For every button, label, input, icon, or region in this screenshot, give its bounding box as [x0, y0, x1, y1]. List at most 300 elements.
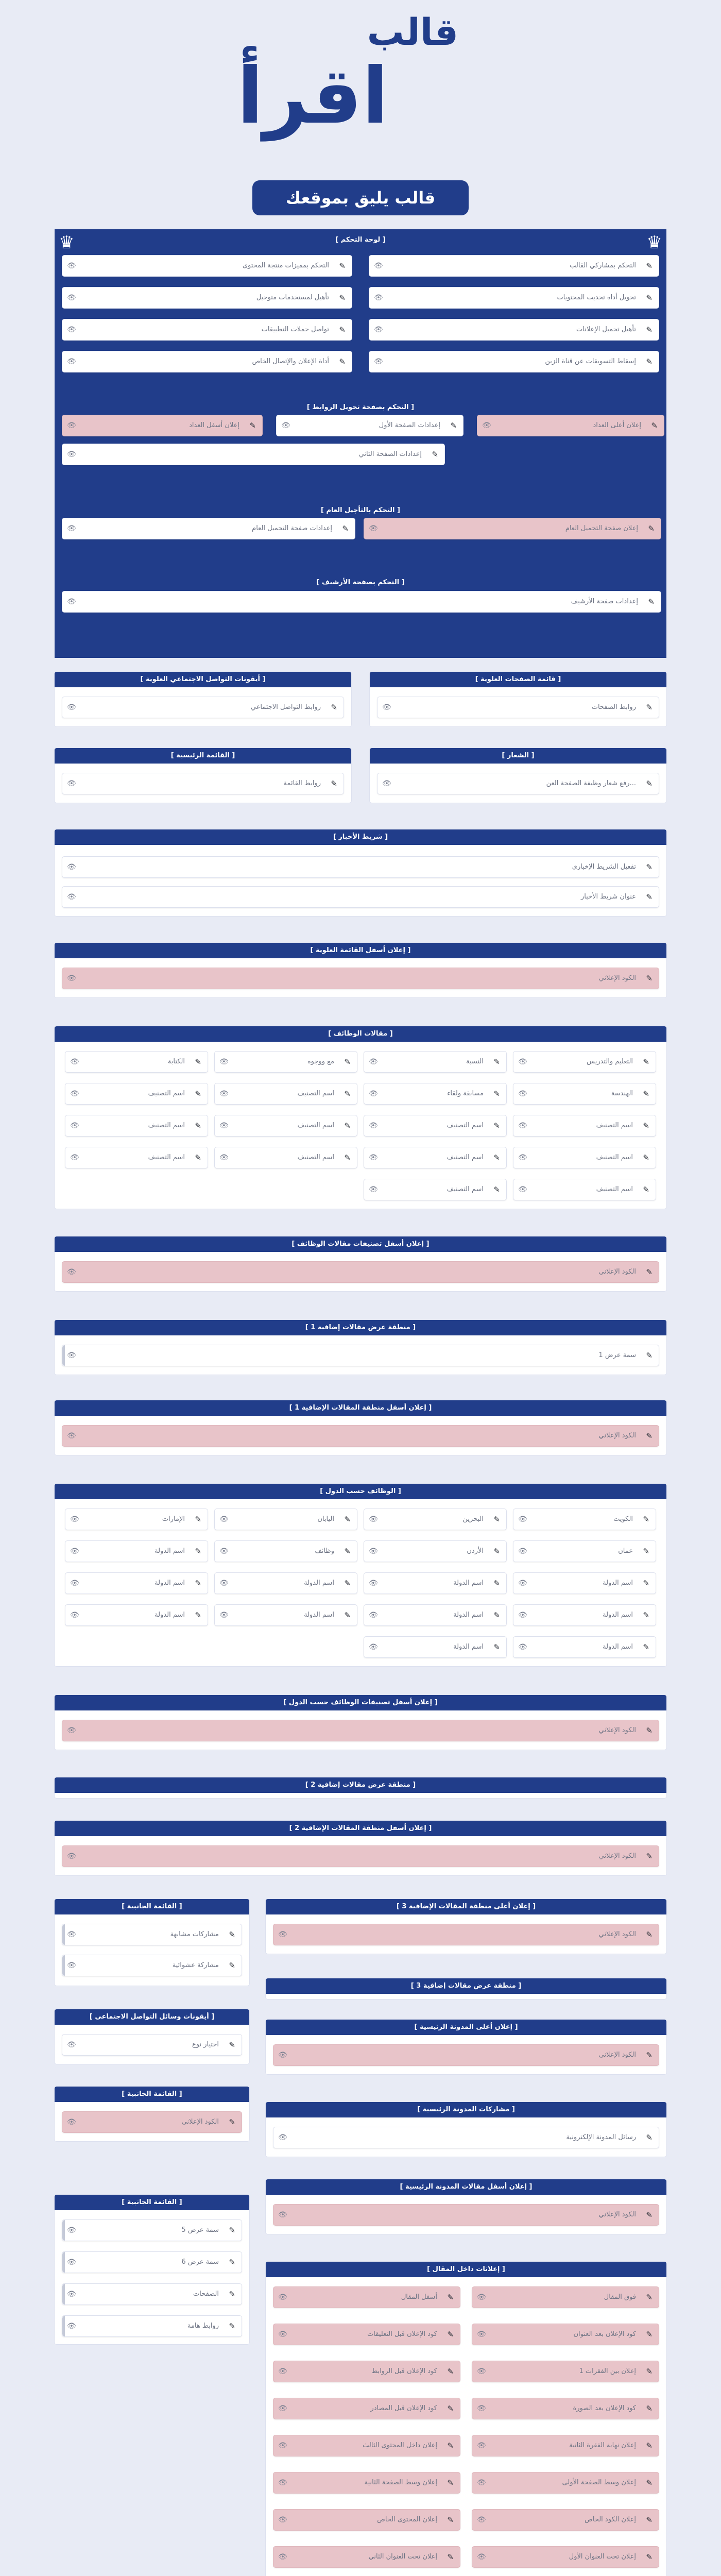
eye-icon[interactable]: 👁 [369, 1090, 378, 1098]
pencil-icon[interactable]: ✎ [195, 1057, 201, 1066]
widget-field[interactable] [513, 1572, 656, 1594]
eye-icon[interactable]: 👁 [518, 1122, 527, 1130]
eye-icon[interactable]: 👁 [67, 524, 76, 533]
pencil-icon[interactable]: ✎ [643, 1515, 649, 1524]
eye-icon[interactable]: 👁 [67, 779, 76, 788]
eye-icon[interactable]: 👁 [67, 893, 76, 901]
widget-label: اسم التصنيف [297, 1154, 334, 1161]
eye-icon[interactable]: 👁 [518, 1579, 527, 1587]
widget-field[interactable] [273, 2435, 460, 2456]
widget-field[interactable] [62, 697, 344, 718]
widget-field[interactable] [472, 2324, 659, 2345]
widget-field[interactable] [62, 2315, 242, 2337]
widget-field[interactable] [377, 697, 659, 718]
crown-icon: ♛ [59, 232, 75, 253]
pencil-icon[interactable]: ✎ [344, 1121, 351, 1130]
widget-field[interactable] [273, 2286, 460, 2308]
pencil-icon[interactable]: ✎ [229, 2117, 235, 2127]
drag-handle[interactable] [62, 2252, 65, 2273]
pencil-icon[interactable]: ✎ [646, 261, 653, 270]
eye-icon[interactable]: 👁 [477, 2293, 486, 2301]
eye-icon[interactable]: 👁 [219, 1122, 229, 1130]
widget-field[interactable] [369, 287, 659, 309]
pencil-icon[interactable]: ✎ [339, 325, 346, 334]
eye-icon[interactable]: 👁 [219, 1611, 229, 1619]
pencil-icon[interactable]: ✎ [195, 1121, 201, 1130]
eye-icon[interactable]: 👁 [67, 1852, 76, 1860]
eye-icon[interactable]: 👁 [369, 1611, 378, 1619]
eye-icon[interactable]: 👁 [477, 2330, 486, 2338]
eye-icon[interactable]: 👁 [278, 2293, 287, 2301]
widget-field[interactable] [62, 2283, 242, 2305]
pencil-icon[interactable]: ✎ [229, 1961, 235, 1970]
widget-field[interactable] [364, 1572, 507, 1594]
widget-field[interactable] [65, 1572, 208, 1594]
eye-icon[interactable]: 👁 [67, 294, 76, 302]
eye-icon[interactable]: 👁 [67, 2226, 76, 2234]
pencil-icon[interactable]: ✎ [331, 703, 337, 712]
section-title: [ مقالات الوظائف ] [55, 1026, 666, 1042]
eye-icon[interactable]: 👁 [278, 1930, 287, 1939]
widget-field[interactable] [62, 518, 355, 539]
pencil-icon[interactable]: ✎ [646, 892, 653, 902]
pencil-icon[interactable]: ✎ [646, 2478, 653, 2487]
pencil-icon[interactable]: ✎ [344, 1579, 351, 1588]
widget-section [266, 1978, 666, 1999]
pencil-icon[interactable]: ✎ [646, 703, 653, 712]
pencil-icon[interactable]: ✎ [646, 2330, 653, 2339]
widget-field[interactable] [65, 1115, 208, 1137]
widget-label: كود الإعلان قبل الروابط [371, 2367, 437, 2375]
widget-field[interactable] [364, 1509, 507, 1530]
widget-field[interactable] [62, 1845, 659, 1867]
widget-field[interactable] [364, 1147, 507, 1168]
pencil-icon[interactable]: ✎ [646, 2293, 653, 2302]
pencil-icon[interactable]: ✎ [195, 1547, 201, 1556]
pencil-icon[interactable]: ✎ [344, 1547, 351, 1556]
drag-handle[interactable] [62, 1955, 65, 1976]
widget-field[interactable] [62, 1924, 242, 1945]
pencil-icon[interactable]: ✎ [432, 450, 438, 459]
widget-field[interactable] [214, 1147, 357, 1168]
pencil-icon[interactable]: ✎ [342, 524, 349, 533]
widget-field[interactable] [513, 1115, 656, 1137]
widget-field[interactable] [214, 1083, 357, 1105]
widget-field[interactable] [513, 1179, 656, 1200]
eye-icon[interactable]: 👁 [278, 2051, 287, 2059]
eye-icon[interactable]: 👁 [278, 2442, 287, 2450]
pencil-icon[interactable]: ✎ [646, 1351, 653, 1360]
eye-icon[interactable]: 👁 [67, 358, 76, 366]
eye-icon[interactable]: 👁 [518, 1643, 527, 1651]
widget-field[interactable] [62, 1955, 242, 1976]
pencil-icon[interactable]: ✎ [339, 357, 346, 366]
pencil-icon[interactable]: ✎ [447, 2478, 454, 2487]
widget-field[interactable] [364, 1540, 507, 1562]
pencil-icon[interactable]: ✎ [646, 1930, 653, 1939]
eye-icon[interactable]: 👁 [67, 703, 76, 711]
drag-handle[interactable] [62, 2284, 65, 2304]
widget-field[interactable] [364, 1051, 507, 1073]
pencil-icon[interactable]: ✎ [646, 325, 653, 334]
eye-icon[interactable]: 👁 [70, 1579, 79, 1587]
eye-icon[interactable]: 👁 [67, 1930, 76, 1939]
eye-icon[interactable]: 👁 [70, 1090, 79, 1098]
widget-field[interactable] [214, 1604, 357, 1626]
pencil-icon[interactable]: ✎ [447, 2367, 454, 2376]
eye-icon[interactable]: 👁 [518, 1154, 527, 1162]
section-title: [ أيقونات التواصل الاجتماعي العلوية ] [55, 672, 351, 687]
eye-icon[interactable]: 👁 [382, 779, 391, 788]
eye-icon[interactable]: 👁 [70, 1547, 79, 1555]
widget-label: إعدادات الصفحة الأول [379, 421, 440, 429]
eye-icon[interactable]: 👁 [278, 2330, 287, 2338]
widget-field[interactable] [62, 886, 659, 908]
pencil-icon[interactable]: ✎ [229, 2258, 235, 2267]
pencil-icon[interactable]: ✎ [646, 1431, 653, 1440]
eye-icon[interactable]: 👁 [219, 1058, 229, 1066]
widget-field[interactable] [364, 1636, 507, 1658]
pencil-icon[interactable]: ✎ [195, 1089, 201, 1098]
eye-icon[interactable]: 👁 [70, 1154, 79, 1162]
widget-field[interactable] [377, 773, 659, 794]
drag-handle[interactable] [62, 2316, 65, 2336]
widget-field[interactable] [273, 2204, 659, 2226]
pencil-icon[interactable]: ✎ [646, 779, 653, 788]
eye-icon[interactable]: 👁 [67, 1432, 76, 1440]
eye-icon[interactable]: 👁 [219, 1547, 229, 1555]
widget-field[interactable] [276, 415, 464, 436]
widget-label: روابط القائمة [283, 779, 321, 787]
eye-icon[interactable]: 👁 [278, 2479, 287, 2487]
drag-handle[interactable] [62, 1924, 65, 1945]
pencil-icon[interactable]: ✎ [195, 1153, 201, 1162]
eye-icon[interactable]: 👁 [67, 863, 76, 871]
pencil-icon[interactable]: ✎ [643, 1611, 649, 1620]
eye-icon[interactable]: 👁 [482, 421, 491, 430]
eye-icon[interactable]: 👁 [278, 2211, 287, 2219]
eye-icon[interactable]: 👁 [67, 450, 76, 459]
widget-field[interactable] [62, 351, 352, 372]
widget-field[interactable] [62, 444, 445, 465]
pencil-icon[interactable]: ✎ [344, 1057, 351, 1066]
widget-field[interactable] [364, 1115, 507, 1137]
widget-field[interactable] [513, 1147, 656, 1168]
eye-icon[interactable]: 👁 [67, 1961, 76, 1970]
pencil-icon[interactable]: ✎ [646, 1726, 653, 1735]
eye-icon[interactable]: 👁 [518, 1090, 527, 1098]
eye-icon[interactable]: 👁 [374, 326, 383, 334]
widget-field[interactable] [65, 1604, 208, 1626]
widget-field[interactable] [273, 2509, 460, 2531]
widget-field[interactable] [62, 968, 659, 989]
pencil-icon[interactable]: ✎ [339, 261, 346, 270]
widget-field[interactable] [513, 1509, 656, 1530]
pencil-icon[interactable]: ✎ [249, 421, 256, 430]
archive-title: [ التحكم بصفحة الأرشيف ] [316, 579, 405, 586]
widget-field[interactable] [472, 2435, 659, 2456]
eye-icon[interactable]: 👁 [374, 294, 383, 302]
widget-field[interactable] [364, 1083, 507, 1105]
eye-icon[interactable]: 👁 [382, 703, 391, 711]
eye-icon[interactable]: 👁 [67, 1351, 76, 1360]
pencil-icon[interactable]: ✎ [646, 2404, 653, 2413]
pencil-icon[interactable]: ✎ [344, 1611, 351, 1620]
eye-icon[interactable]: 👁 [477, 2479, 486, 2487]
pencil-icon[interactable]: ✎ [447, 2552, 454, 2562]
eye-icon[interactable]: 👁 [70, 1122, 79, 1130]
pencil-icon[interactable]: ✎ [493, 1153, 500, 1162]
widget-field[interactable] [472, 2546, 659, 2568]
pencil-icon[interactable]: ✎ [229, 2290, 235, 2299]
pencil-icon[interactable]: ✎ [493, 1642, 500, 1652]
pencil-icon[interactable]: ✎ [643, 1153, 649, 1162]
drag-handle[interactable] [62, 2220, 65, 2241]
widget-field[interactable] [62, 591, 661, 613]
eye-icon[interactable]: 👁 [369, 1154, 378, 1162]
pencil-icon[interactable]: ✎ [643, 1057, 649, 1066]
widget-field[interactable] [273, 2472, 460, 2494]
pencil-icon[interactable]: ✎ [643, 1642, 649, 1652]
eye-icon[interactable]: 👁 [219, 1515, 229, 1523]
widget-label: وظائف [315, 1547, 334, 1555]
widget-field[interactable] [273, 2127, 659, 2148]
widget-field[interactable] [62, 287, 352, 309]
widget-field[interactable] [273, 2398, 460, 2419]
pencil-icon[interactable]: ✎ [195, 1611, 201, 1620]
widget-field[interactable] [62, 2034, 242, 2056]
eye-icon[interactable]: 👁 [369, 524, 378, 533]
widget-field[interactable] [364, 1604, 507, 1626]
widget-field[interactable] [273, 2361, 460, 2382]
widget-field[interactable] [513, 1051, 656, 1073]
pencil-icon[interactable]: ✎ [493, 1515, 500, 1524]
eye-icon[interactable]: 👁 [518, 1515, 527, 1523]
eye-icon[interactable]: 👁 [219, 1579, 229, 1587]
pencil-icon[interactable]: ✎ [344, 1515, 351, 1524]
pencil-icon[interactable]: ✎ [493, 1579, 500, 1588]
pencil-icon[interactable]: ✎ [643, 1121, 649, 1130]
widget-field[interactable] [472, 2509, 659, 2531]
eye-icon[interactable]: 👁 [369, 1547, 378, 1555]
pencil-icon[interactable]: ✎ [493, 1089, 500, 1098]
pencil-icon[interactable]: ✎ [229, 2226, 235, 2235]
pencil-icon[interactable]: ✎ [646, 2133, 653, 2142]
eye-icon[interactable]: 👁 [278, 2553, 287, 2561]
widget-field[interactable] [62, 415, 263, 436]
eye-icon[interactable]: 👁 [369, 1058, 378, 1066]
widget-field[interactable] [62, 1425, 659, 1447]
pencil-icon[interactable]: ✎ [646, 2441, 653, 2450]
eye-icon[interactable]: 👁 [67, 2258, 76, 2266]
widget-field[interactable] [62, 2219, 242, 2241]
pencil-icon[interactable]: ✎ [646, 2515, 653, 2524]
widget-field[interactable] [369, 351, 659, 372]
drag-handle[interactable] [62, 1345, 65, 1366]
widget-field[interactable] [477, 415, 664, 436]
widget-field[interactable] [214, 1540, 357, 1562]
pencil-icon[interactable]: ✎ [646, 2210, 653, 2219]
pencil-icon[interactable]: ✎ [646, 2367, 653, 2376]
widget-label: إعلان أعلى العداد [593, 421, 641, 429]
widget-field[interactable] [65, 1051, 208, 1073]
pencil-icon[interactable]: ✎ [447, 2404, 454, 2413]
widget-field[interactable] [62, 773, 344, 794]
pencil-icon[interactable]: ✎ [643, 1547, 649, 1556]
eye-icon[interactable]: 👁 [374, 358, 383, 366]
widget-field[interactable] [472, 2472, 659, 2494]
widget-field[interactable] [214, 1509, 357, 1530]
eye-icon[interactable]: 👁 [67, 598, 76, 606]
pencil-icon[interactable]: ✎ [339, 293, 346, 302]
eye-icon[interactable]: 👁 [477, 2516, 486, 2524]
pencil-icon[interactable]: ✎ [195, 1579, 201, 1588]
eye-icon[interactable]: 👁 [518, 1058, 527, 1066]
eye-icon[interactable]: 👁 [518, 1185, 527, 1194]
eye-icon[interactable]: 👁 [67, 2118, 76, 2126]
pencil-icon[interactable]: ✎ [195, 1515, 201, 1524]
eye-icon[interactable]: 👁 [278, 2367, 287, 2376]
eye-icon[interactable]: 👁 [369, 1185, 378, 1194]
pencil-icon[interactable]: ✎ [493, 1057, 500, 1066]
eye-icon[interactable]: 👁 [70, 1515, 79, 1523]
pencil-icon[interactable]: ✎ [447, 2293, 454, 2302]
pencil-icon[interactable]: ✎ [646, 1852, 653, 1861]
eye-icon[interactable]: 👁 [477, 2553, 486, 2561]
eye-icon[interactable]: 👁 [518, 1547, 527, 1555]
widget-label: مشاركة عشوائية [172, 1961, 219, 1969]
widget-field[interactable] [364, 1179, 507, 1200]
pencil-icon[interactable]: ✎ [646, 2552, 653, 2562]
widget-field[interactable] [62, 1261, 659, 1283]
pencil-icon[interactable]: ✎ [493, 1121, 500, 1130]
eye-icon[interactable]: 👁 [67, 1726, 76, 1735]
widget-field[interactable] [62, 1720, 659, 1741]
widget-section [55, 2195, 249, 2344]
eye-icon[interactable]: 👁 [70, 1058, 79, 1066]
pencil-icon[interactable]: ✎ [493, 1611, 500, 1620]
pencil-icon[interactable]: ✎ [651, 421, 658, 430]
eye-icon[interactable]: 👁 [369, 1515, 378, 1523]
widget-field[interactable] [369, 319, 659, 341]
eye-icon[interactable]: 👁 [67, 974, 76, 982]
eye-icon[interactable]: 👁 [477, 2442, 486, 2450]
eye-icon[interactable]: 👁 [67, 1268, 76, 1276]
eye-icon[interactable]: 👁 [278, 2516, 287, 2524]
pencil-icon[interactable]: ✎ [646, 974, 653, 983]
widget-field[interactable] [273, 1924, 659, 1945]
eye-icon[interactable]: 👁 [369, 1122, 378, 1130]
pencil-icon[interactable]: ✎ [344, 1153, 351, 1162]
eye-icon[interactable]: 👁 [374, 262, 383, 270]
pencil-icon[interactable]: ✎ [643, 1089, 649, 1098]
widget-field[interactable] [513, 1604, 656, 1626]
widget-field[interactable] [65, 1083, 208, 1105]
eye-icon[interactable]: 👁 [278, 2404, 287, 2413]
widget-label: مع ووجوه [307, 1058, 334, 1065]
eye-icon[interactable]: 👁 [477, 2367, 486, 2376]
eye-icon[interactable]: 👁 [67, 326, 76, 334]
widget-label: روابط هامة [187, 2322, 219, 2330]
eye-icon[interactable]: 👁 [219, 1090, 229, 1098]
eye-icon[interactable]: 👁 [369, 1579, 378, 1587]
widget-field[interactable] [472, 2398, 659, 2419]
eye-icon[interactable]: 👁 [67, 421, 76, 430]
pencil-icon[interactable]: ✎ [646, 293, 653, 302]
eye-icon[interactable]: 👁 [281, 421, 290, 430]
pencil-icon[interactable]: ✎ [648, 524, 655, 533]
widget-field[interactable] [62, 255, 352, 277]
widget-field[interactable] [214, 1051, 357, 1073]
eye-icon[interactable]: 👁 [278, 2133, 287, 2142]
widget-field[interactable] [214, 1115, 357, 1137]
widget-label: اسم الدولة [603, 1579, 633, 1587]
eye-icon[interactable]: 👁 [518, 1611, 527, 1619]
widget-field[interactable] [513, 1636, 656, 1658]
pencil-icon[interactable]: ✎ [447, 2441, 454, 2450]
eye-icon[interactable]: 👁 [67, 2041, 76, 2049]
pencil-icon[interactable]: ✎ [646, 862, 653, 872]
widget-field[interactable] [214, 1572, 357, 1594]
widget-field[interactable] [62, 2111, 242, 2133]
pencil-icon[interactable]: ✎ [646, 2050, 653, 2060]
pencil-icon[interactable]: ✎ [493, 1547, 500, 1556]
pencil-icon[interactable]: ✎ [493, 1185, 500, 1194]
widget-field[interactable] [273, 2546, 460, 2568]
pencil-icon[interactable]: ✎ [450, 421, 457, 430]
eye-icon[interactable]: 👁 [67, 262, 76, 270]
widget-field[interactable] [65, 1147, 208, 1168]
widget-section [266, 2262, 666, 2576]
pencil-icon[interactable]: ✎ [643, 1185, 649, 1194]
widget-field[interactable] [65, 1509, 208, 1530]
pencil-icon[interactable]: ✎ [646, 357, 653, 366]
widget-field[interactable] [472, 2286, 659, 2308]
widget-field[interactable] [65, 1540, 208, 1562]
pencil-icon[interactable]: ✎ [643, 1579, 649, 1588]
widget-label: اسم التصنيف [596, 1122, 633, 1129]
eye-icon[interactable]: 👁 [67, 2322, 76, 2330]
widget-field[interactable] [369, 255, 659, 277]
widget-section [55, 2009, 249, 2064]
eye-icon[interactable]: 👁 [219, 1154, 229, 1162]
eye-icon[interactable]: 👁 [477, 2404, 486, 2413]
pencil-icon[interactable]: ✎ [229, 2040, 235, 2049]
widget-field[interactable] [273, 2324, 460, 2345]
pencil-icon[interactable]: ✎ [344, 1089, 351, 1098]
pencil-icon[interactable]: ✎ [229, 1930, 235, 1939]
widget-section [266, 2102, 666, 2157]
widget-field[interactable] [472, 2361, 659, 2382]
widget-field[interactable] [62, 319, 352, 341]
eye-icon[interactable]: 👁 [369, 1643, 378, 1651]
pencil-icon[interactable]: ✎ [229, 2321, 235, 2331]
widget-field[interactable] [62, 856, 659, 878]
widget-field[interactable] [62, 2251, 242, 2273]
eye-icon[interactable]: 👁 [70, 1611, 79, 1619]
pencil-icon[interactable]: ✎ [331, 779, 337, 788]
widget-field[interactable] [513, 1540, 656, 1562]
pencil-icon[interactable]: ✎ [447, 2330, 454, 2339]
pencil-icon[interactable]: ✎ [646, 1267, 653, 1277]
pencil-icon[interactable]: ✎ [648, 597, 655, 606]
pencil-icon[interactable]: ✎ [447, 2515, 454, 2524]
widget-field[interactable] [273, 2044, 659, 2066]
widget-field[interactable] [364, 518, 661, 539]
eye-icon[interactable]: 👁 [67, 2290, 76, 2298]
widget-field[interactable] [62, 1345, 659, 1366]
widget-field[interactable] [513, 1083, 656, 1105]
